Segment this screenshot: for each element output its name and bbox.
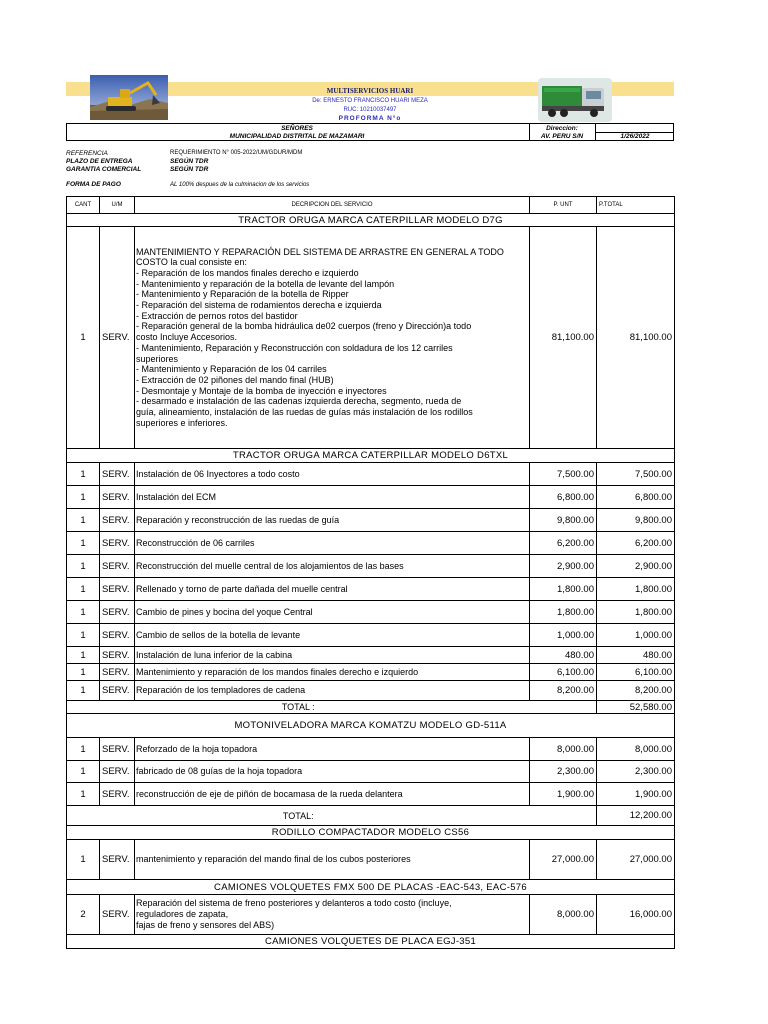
excavator-logo <box>90 75 168 120</box>
table-row <box>67 783 675 806</box>
row-punit: 6,200.00 <box>530 532 597 555</box>
row-desc: Mantenimiento y reparación de los mandos finales derecho e izquierdo <box>135 664 530 681</box>
row-desc: Instalación del ECM <box>135 486 530 509</box>
row-cant: 1 <box>67 227 100 449</box>
table-header <box>67 197 675 214</box>
row-um: SERV. <box>100 761 135 783</box>
row-um: SERV. <box>100 783 135 806</box>
row-cant: 1 <box>67 738 100 761</box>
services-table <box>66 196 675 949</box>
row-desc: fabricado de 08 guías de la hoja topadora <box>135 761 530 783</box>
row-punit: 480.00 <box>530 647 597 664</box>
col-punit: P. UNT <box>530 197 597 214</box>
section-title-gd511a: MOTONIVELADORA MARCA KOMATZU MODELO GD-511A <box>67 714 675 738</box>
table-row <box>67 681 675 701</box>
company-name: MULTISERVICIOS HUARI <box>326 87 414 95</box>
direccion-label: Direccion: <box>546 125 578 132</box>
row-punit: 2,300.00 <box>530 761 597 783</box>
row-punit: 7,500.00 <box>530 463 597 486</box>
row-desc-d7g: MANTENIMIENTO Y REPARACIÓN DEL SISTEMA DE ARRASTRE EN GENERAL A TODO COSTO la cual consiste en: - Reparación de los mandos finales derecho e izquierdo - Mantenimiento y reparación de la botella de levante del lampón - Mantenimiento y Reparación de la botella de Ripper - Reparación del sistema de rodamientos derecha e izquierda - Extracción de pernos rotos del bastidor - Reparación general de la bomba hidráulica de02 cuerpos (freno y Dirección)a todo costo Incluye Accesorios. - Mantenimiento, Reparación y Reconstrucción con soldadura de los 12 carriles superiores - Mantenimiento y Reparación de los 04 carriles - Extracción de 02 piñones del mando final (HUB) - Desmontaje y Montaje de la bomba de inyección e inyectores - desarmado e instalación de las cadenas izquierda derecha, segmento, rueda de guía, alineamiento, instalación de las ruedas de guías más instalación de los rodillos superiores e inferiores. <box>135 227 530 449</box>
row-cant: 1 <box>67 509 100 532</box>
table-row <box>67 738 675 761</box>
table-row <box>67 840 675 880</box>
row-um: SERV. <box>100 578 135 601</box>
row-cant: 1 <box>67 578 100 601</box>
total-value: 52,580.00 <box>597 701 675 714</box>
row-ptotal: 7,500.00 <box>597 463 675 486</box>
row-desc: Reforzado de la hoja topadora <box>135 738 530 761</box>
row-punit: 8,000.00 <box>530 738 597 761</box>
section-title-fmx: CAMIONES VOLQUETES FMX 500 DE PLACAS -EAC-543, EAC-576 <box>67 880 675 895</box>
row-um: SERV. <box>100 509 135 532</box>
row-punit: 1,900.00 <box>530 783 597 806</box>
row-desc: Reconstrucción del muelle central de los alojamientos de las bases <box>135 555 530 578</box>
row-cant: 1 <box>67 463 100 486</box>
ruc-number: RUC: 10210037497 <box>343 107 397 113</box>
section-header <box>67 880 675 895</box>
row-desc: Reparación de los templadores de cadena <box>135 681 530 701</box>
row-punit: 8,200.00 <box>530 681 597 701</box>
row-um: SERV. <box>100 555 135 578</box>
total-label: TOTAL : <box>67 701 530 714</box>
table-row <box>67 601 675 624</box>
table-row <box>67 895 675 935</box>
row-punit: 1,800.00 <box>530 578 597 601</box>
row-punit: 27,000.00 <box>530 840 597 880</box>
section-header <box>67 826 675 840</box>
row-cant: 1 <box>67 601 100 624</box>
row-desc-fmx: Reparación del sistema de freno posteriores y delanteros a todo costo (incluye, reguladores de zapata, fajas de freno y sensores del ABS) <box>135 895 530 935</box>
row-desc: Reparación y reconstrucción de las ruedas de guía <box>135 509 530 532</box>
table-row <box>67 555 675 578</box>
total-label: TOTAL: <box>67 806 530 826</box>
row-cant: 1 <box>67 647 100 664</box>
row-ptotal: 1,000.00 <box>597 624 675 647</box>
row-desc: Instalación de luna inferior de la cabina <box>135 647 530 664</box>
row-cant: 1 <box>67 783 100 806</box>
row-ptotal: 6,200.00 <box>597 532 675 555</box>
row-punit: 6,100.00 <box>530 664 597 681</box>
table-row <box>67 761 675 783</box>
col-ptotal: P.TOTAL <box>597 197 675 214</box>
dump-truck-logo <box>538 78 612 122</box>
section-header <box>67 714 675 738</box>
row-punit: 8,000.00 <box>530 895 597 935</box>
row-punit: 2,900.00 <box>530 555 597 578</box>
row-ptotal: 6,100.00 <box>597 664 675 681</box>
row-punit: 81,100.00 <box>530 227 597 449</box>
row-um: SERV. <box>100 227 135 449</box>
section-title-d7g: TRACTOR ORUGA MARCA CATERPILLAR MODELO D7G <box>67 214 675 227</box>
row-cant: 2 <box>67 895 100 935</box>
referencia-value: REQUERIMIENTO N° 005-2022/UM/GDUR/MDM <box>170 150 303 156</box>
row-ptotal: 2,300.00 <box>597 761 675 783</box>
row-desc: Instalación de 06 Inyectores a todo costo <box>135 463 530 486</box>
row-ptotal: 1,800.00 <box>597 601 675 624</box>
row-um: SERV. <box>100 664 135 681</box>
row-um: SERV. <box>100 532 135 555</box>
row-cant: 1 <box>67 532 100 555</box>
table-row <box>67 664 675 681</box>
row-ptotal: 8,200.00 <box>597 681 675 701</box>
row-ptotal: 1,800.00 <box>597 578 675 601</box>
row-cant: 1 <box>67 840 100 880</box>
garantia-label: GARANTIA COMERCIAL <box>66 166 142 173</box>
table-row <box>67 486 675 509</box>
row-ptotal: 6,800.00 <box>597 486 675 509</box>
section-title-d6txl: TRACTOR ORUGA MARCA CATERPILLAR MODELO D6TXL <box>67 449 675 463</box>
row-ptotal: 480.00 <box>597 647 675 664</box>
col-cant: CANT <box>67 197 100 214</box>
table-row <box>67 532 675 555</box>
client-name: MUNICIPALIDAD DISTRITAL DE MAZAMARI <box>229 133 365 140</box>
row-desc: reconstrucción de eje de piñón de bocamasa de la rueda delantera <box>135 783 530 806</box>
table-row <box>67 227 675 449</box>
row-um: SERV. <box>100 601 135 624</box>
row-um: SERV. <box>100 840 135 880</box>
row-desc: Reconstrucción de 06 carriles <box>135 532 530 555</box>
row-um: SERV. <box>100 647 135 664</box>
row-cant: 1 <box>67 555 100 578</box>
row-punit: 1,800.00 <box>530 601 597 624</box>
table-row <box>67 578 675 601</box>
table-row <box>67 624 675 647</box>
section-title-egj351: CAMIONES VOLQUETES DE PLACA EGJ-351 <box>67 935 675 949</box>
plazo-value: SEGÚN TDR <box>170 158 209 165</box>
table-row <box>67 509 675 532</box>
row-punit: 6,800.00 <box>530 486 597 509</box>
client-box <box>66 123 674 141</box>
total-value: 12,200.00 <box>597 806 675 826</box>
total-row <box>67 701 675 714</box>
pago-value: AL 100% despues de la culminacion de los servicios <box>170 182 310 188</box>
row-um: SERV. <box>100 681 135 701</box>
row-desc: Cambio de sellos de la botella de levante <box>135 624 530 647</box>
row-ptotal: 8,000.00 <box>597 738 675 761</box>
row-desc: Rellenado y torno de parte dañada del muelle central <box>135 578 530 601</box>
row-cant: 1 <box>67 624 100 647</box>
row-ptotal: 9,800.00 <box>597 509 675 532</box>
owner-name: De: ERNESTO FRANCISCO HUARI MEZA <box>312 98 428 104</box>
client-label: SEÑORES <box>281 125 313 132</box>
row-ptotal: 2,900.00 <box>597 555 675 578</box>
row-cant: 1 <box>67 681 100 701</box>
total-row <box>67 806 675 826</box>
row-desc: Cambio de pines y bocina del yoque Central <box>135 601 530 624</box>
col-um: U/M <box>100 197 135 214</box>
plazo-label: PLAZO DE ENTREGA <box>66 158 133 165</box>
row-desc: mantenimiento y reparación del mando final de los cubos posteriores <box>135 840 530 880</box>
section-header <box>67 214 675 227</box>
row-ptotal: 1,900.00 <box>597 783 675 806</box>
row-um: SERV. <box>100 895 135 935</box>
garantia-value: SEGÚN TDR <box>170 166 209 173</box>
row-cant: 1 <box>67 761 100 783</box>
direccion-value: AV. PERU S/N <box>540 133 584 140</box>
section-title-cs56: RODILLO COMPACTADOR MODELO CS56 <box>67 826 675 840</box>
row-cant: 1 <box>67 486 100 509</box>
row-um: SERV. <box>100 624 135 647</box>
section-header <box>67 449 675 463</box>
row-um: SERV. <box>100 486 135 509</box>
row-cant: 1 <box>67 664 100 681</box>
row-um: SERV. <box>100 738 135 761</box>
table-row <box>67 463 675 486</box>
section-header <box>67 935 675 949</box>
row-um: SERV. <box>100 463 135 486</box>
row-ptotal: 81,100.00 <box>597 227 675 449</box>
row-ptotal: 16,000.00 <box>597 895 675 935</box>
quote-date: 1/26/2022 <box>620 133 650 140</box>
row-ptotal: 27,000.00 <box>597 840 675 880</box>
row-punit: 9,800.00 <box>530 509 597 532</box>
col-desc: DECRIPCION DEL SERVICIO <box>135 197 530 214</box>
pago-label: FORMA DE PAGO <box>66 181 121 188</box>
proforma-title: PROFORMA N°o <box>338 115 402 122</box>
referencia-label: REFERENCIA <box>66 150 108 157</box>
row-punit: 1,000.00 <box>530 624 597 647</box>
table-row <box>67 647 675 664</box>
